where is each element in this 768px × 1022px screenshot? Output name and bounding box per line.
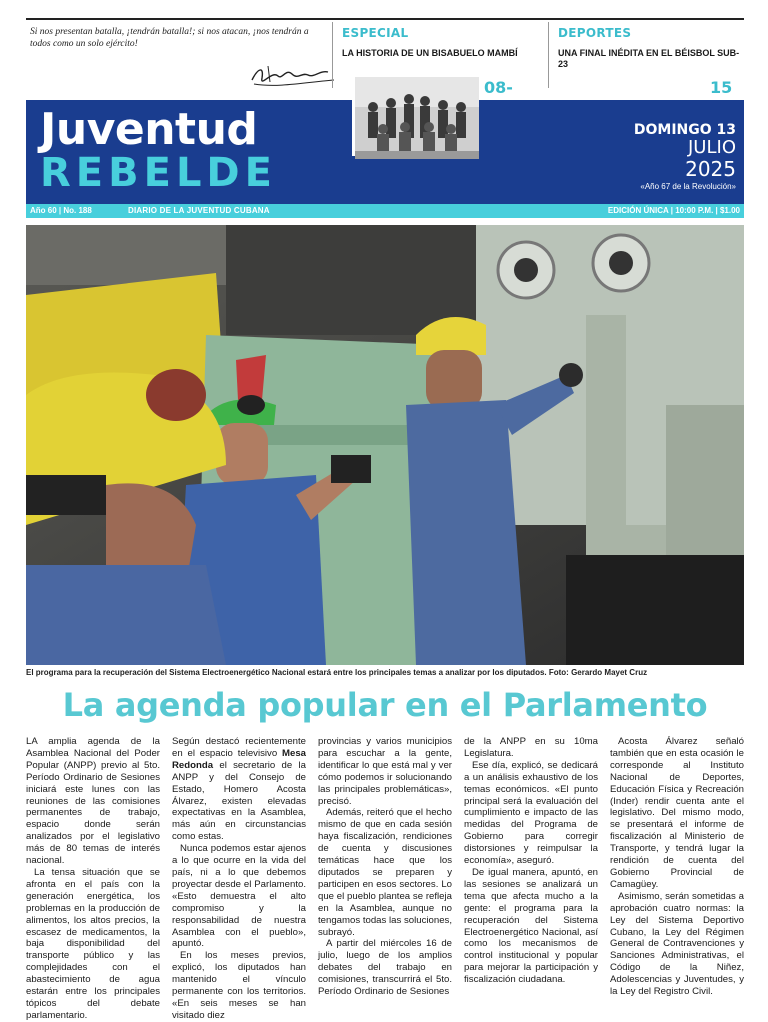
article-column <box>318 736 452 998</box>
edition-info: EDICIÓN ÚNICA | 10:00 P.M. | $1.00 <box>607 206 740 215</box>
article-column <box>610 736 744 998</box>
paragraph: Ese día, explicó, se dedicará a un análisis exhaustivo de los temas económicos. «El punto principal será la evaluación del cumplimiento e impacto de las medidas del Programa de Gobierno para corregir distorsiones y reimpulsar la economía», aseguró. <box>464 759 598 867</box>
date-day: DOMINGO 13 <box>633 122 736 138</box>
paragraph <box>172 736 306 843</box>
date-block <box>634 122 736 191</box>
paragraph: La tensa situación que se afronta en el país con la generación energética, los problemas en la producción de alimentos, los altos precios, la escasez de medicamentos, la baja disponibilidad del transporte público y las complejidades con el abastecimiento de agua estarán entre los principales tópicos del debate parlamentario. <box>26 866 160 1021</box>
signature-image <box>248 58 338 92</box>
teaser-separator <box>548 22 549 88</box>
main-headline[interactable]: La agenda popular en el Parlamento <box>62 686 708 724</box>
paragraph: En los meses previos, explicó, los diputados han mantenido el vínculo permanente con los territorios. «En seis meses se han visitado diez <box>172 950 306 1021</box>
issue-info-band <box>26 204 744 218</box>
brand-line-2: REBELDE <box>40 150 277 196</box>
teaser-deportes[interactable] <box>558 26 748 97</box>
teaser-headline: UNA FINAL INÉDITA EN EL BÉISBOL SUB-23 <box>558 48 740 69</box>
teaser-especial[interactable] <box>342 26 532 97</box>
photo-caption: El programa para la recuperación del Sistema Electroenergético Nacional estará entre los principales temas a analizar por los diputados. Foto: Gerardo Mayet Cruz <box>26 668 648 677</box>
paragraph: Acosta Álvarez señaló también que en esta ocasión le corresponde al Instituto Nacional de Deportes, Educación Física y Recreación (Inder) rendir cuenta ante el legislativo. Del mismo modo, se presentará el informe de fiscalización al Ministerio de Transporte, y tendrá lugar la rendición de cuenta del Gobierno Provincial de Camagüey. <box>610 736 744 890</box>
revolution-year: «Año 67 de la Revolución» <box>640 182 736 191</box>
paragraph: de la ANPP en su 10ma Legislatura. <box>464 736 598 759</box>
tagline: DIARIO DE LA JUVENTUD CUBANA <box>128 206 270 215</box>
teaser-separator <box>332 22 333 88</box>
teaser-page-number: 15 <box>710 78 733 97</box>
historic-photo-image <box>355 77 479 159</box>
teaser-section: DEPORTES <box>558 26 632 40</box>
paragraph: De igual manera, apuntó, en las sesiones se analizará un tema que afecta mucho a la gente: el programa para la recuperación del Sistema Electroenergético Nacional, así como los mecanismos de control institucional y popular para mejorar la participación y fiscalización ciudadana. <box>464 866 598 986</box>
program-name: Mesa Redonda <box>172 747 306 771</box>
main-photo[interactable] <box>26 225 744 665</box>
paragraph: Además, reiteró que el hecho mismo de que en cada sesión haya fiscalización, rendiciones de cuenta y discusiones temáticas hace que los diputados se preparen y participen en esos sectores. Lo que el pueblo plantea se refleja en la Asamblea, aunque no tengamos todas las soluciones, subrayó. <box>318 807 452 938</box>
date-year: 2025 <box>685 157 736 181</box>
paragraph-text: Según destacó recientemente en el espacio televisivo <box>172 736 306 759</box>
paragraph: LA amplia agenda de la Asamblea Nacional del Poder Popular (ANPP) previo al 5to. Período Ordinario de Sesiones iniciará este lunes con las reuniones de las comisiones permanentes de trabajo, espacio donde serán analizados por el legislativo más de 80 temas de interés nacional. <box>26 736 160 867</box>
workers-photo-image <box>26 225 744 665</box>
article-column <box>464 736 598 986</box>
teaser-section: ESPECIAL <box>342 26 409 40</box>
article-column <box>26 736 160 1021</box>
masthead <box>26 100 744 204</box>
teaser-page-number: 08- <box>484 78 513 97</box>
paragraph-text: el secretario de la ANPP y del Consejo de Estado, Homero Acosta Álvarez, existen elevadas expectativas en la Asamblea, más aún en circunstancias como estas. <box>172 759 306 843</box>
top-rule <box>26 18 744 20</box>
paragraph: Asimismo, serán sometidas a aprobación cuatro normas: la Ley del Sistema Deportivo Cubano, la Ley del Régimen General de Contravenciones y Sanciones Administrativas, el Código de la Niñez, Adolescencias y Juventudes, y la Ley del Registro Civil. <box>610 890 744 998</box>
paragraph: provincias y varios municipios para escuchar a la gente, identificar lo que está mal y ver cómo podemos ir solucionando las principales problemáticas», precisó. <box>318 736 452 807</box>
header-quote: Si nos presentan batalla, ¡tendrán batalla!; si nos atacan, ¡nos tendrán a todos como un solo ejército! <box>30 27 309 49</box>
paragraph: Nunca podemos estar ajenos a lo que ocurre en la vida del país, ni a lo que debemos proyectar desde el Parlamento. «Esto demuestra el alto compromiso y la responsabilidad de nuestra Asamblea con el pueblo», apuntó. <box>172 843 306 950</box>
teaser-historic-photo[interactable] <box>352 74 476 156</box>
article-body <box>26 736 744 1021</box>
issue-number: Año 60 | No. 188 <box>30 206 92 215</box>
paragraph: A partir del miércoles 16 de julio, luego de los amplios debates del trabajo en comisiones, transcurrirá el 5to. Período Ordinario de Sesiones <box>318 938 452 998</box>
teaser-headline: LA HISTORIA DE UN BISABUELO MAMBÍ <box>342 48 518 58</box>
date-month: JULIO <box>688 137 736 158</box>
brand-line-1: Juventud <box>40 104 258 155</box>
article-column <box>172 736 306 1021</box>
